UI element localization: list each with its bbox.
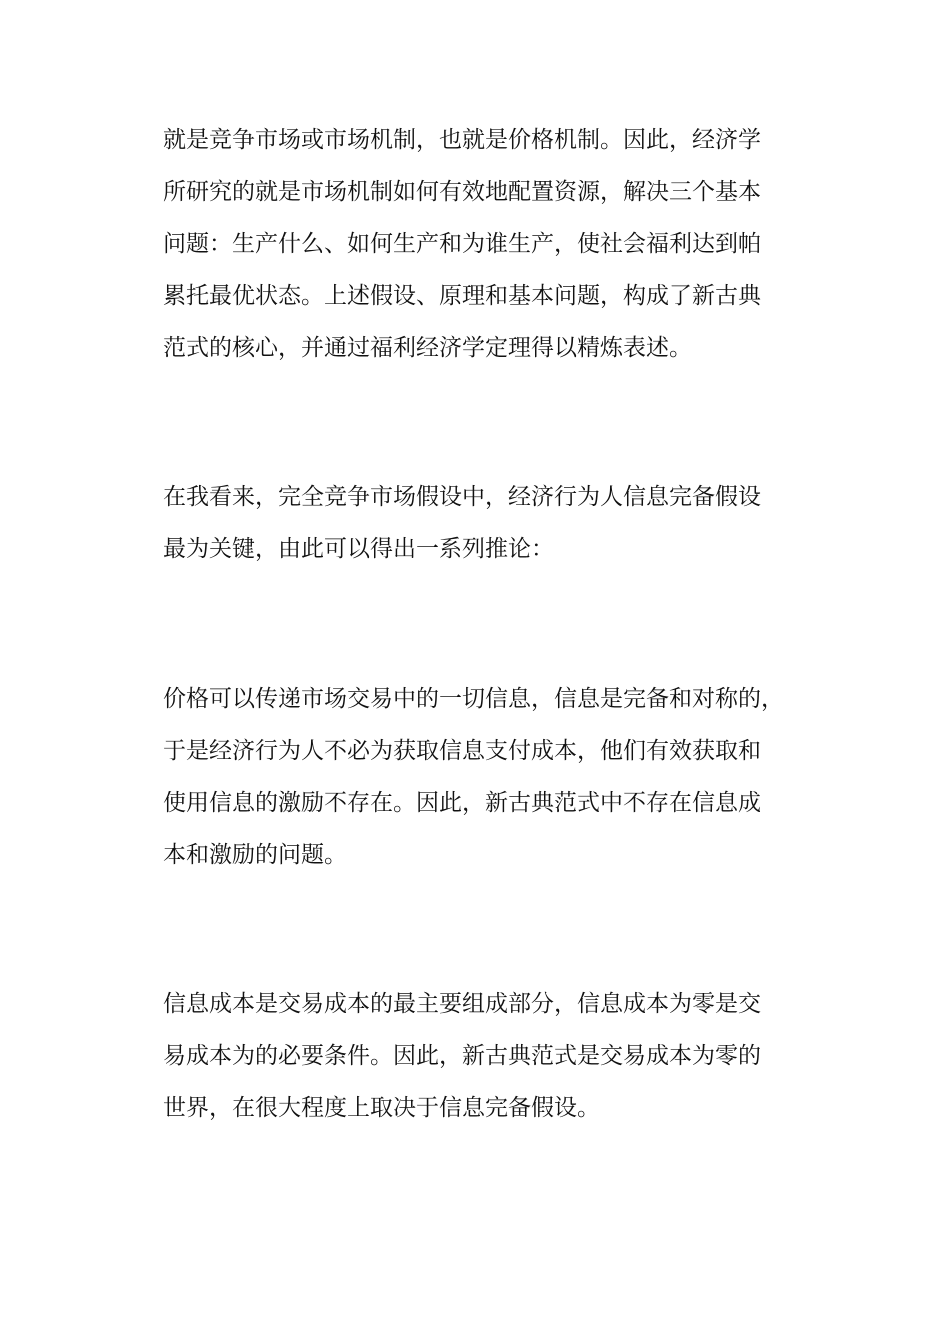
- text-line: 就是竞争市场或市场机制，也就是价格机制。因此，经济学: [163, 127, 761, 153]
- text-line: 累托最优状态。上述假设、原理和基本问题，构成了新古典: [163, 283, 761, 309]
- paragraph-4: [163, 978, 803, 1134]
- text-line: 世界，在很大程度上取决于信息完备假设。: [163, 1095, 600, 1121]
- text-line: 易成本为的必要条件。因此，新古典范式是交易成本为零的: [163, 1043, 761, 1069]
- text-line: 信息成本是交易成本的最主要组成部分，信息成本为零是交: [163, 991, 761, 1017]
- text-line: 问题：生产什么、如何生产和为谁生产，使社会福利达到帕: [163, 231, 761, 257]
- paragraph-2: [163, 471, 803, 575]
- text-line: 所研究的就是市场机制如何有效地配置资源，解决三个基本: [163, 179, 761, 205]
- text-line: 最为关键，由此可以得出一系列推论：: [163, 536, 554, 562]
- paragraph-3: [163, 673, 803, 881]
- text-line: 范式的核心，并通过福利经济学定理得以精炼表述。: [163, 335, 692, 361]
- text-line: 价格可以传递市场交易中的一切信息，信息是完备和对称的，: [163, 686, 784, 712]
- paragraph-1: [163, 114, 803, 374]
- text-line: 于是经济行为人不必为获取信息支付成本，他们有效获取和: [163, 738, 761, 764]
- text-line: 本和激励的问题。: [163, 842, 347, 868]
- text-line: 使用信息的激励不存在。因此，新古典范式中不存在信息成: [163, 790, 761, 816]
- text-line: 在我看来，完全竞争市场假设中，经济行为人信息完备假设: [163, 484, 761, 510]
